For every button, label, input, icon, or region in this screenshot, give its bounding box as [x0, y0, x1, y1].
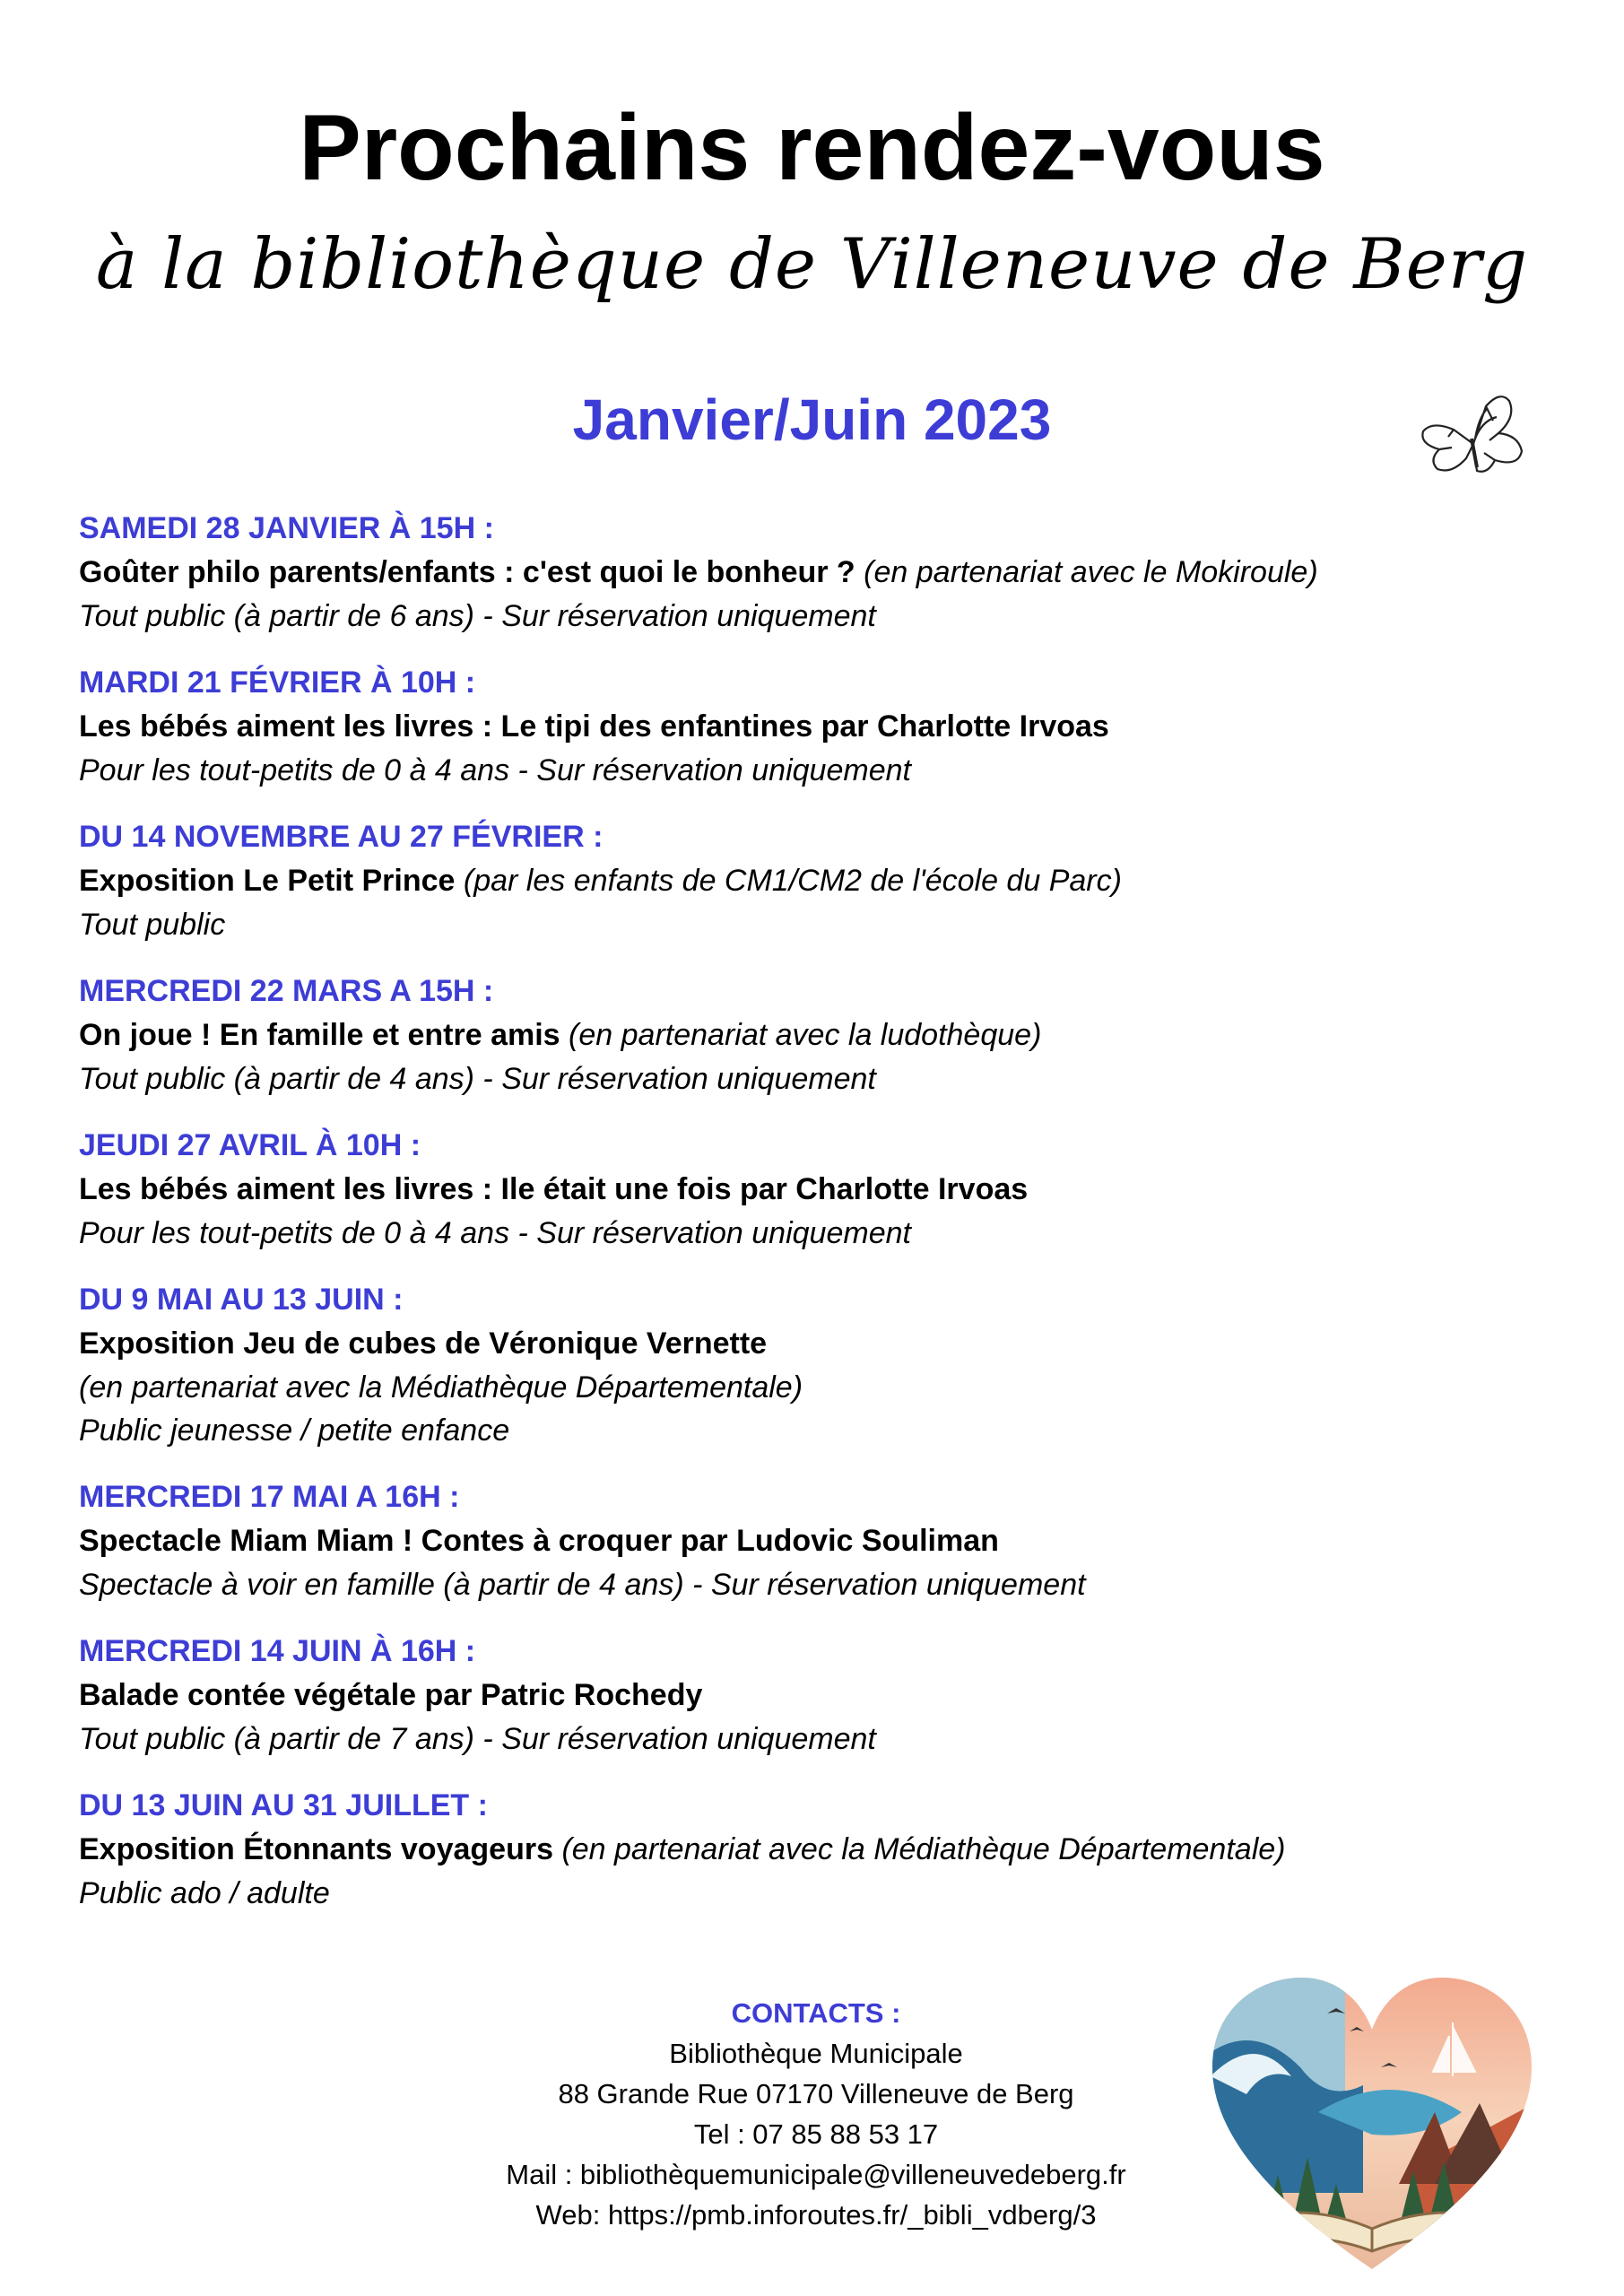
event-partner: (par les enfants de CM1/CM2 de l'école du Parc): [463, 864, 1122, 898]
list-item: [79, 815, 1568, 946]
event-date: DU 9 MAI AU 13 JUIN :: [79, 1283, 404, 1317]
contacts-block: [395, 1993, 1238, 2235]
event-date: JEUDI 27 AVRIL À 10H :: [79, 1128, 421, 1162]
period-heading: Janvier/Juin 2023: [572, 387, 1052, 452]
heart-book-illustration: [1193, 1960, 1551, 2283]
contacts-heading: CONTACTS :: [731, 1997, 901, 2029]
contact-address: 88 Grande Rue 07170 Villeneuve de Berg: [558, 2078, 1074, 2109]
event-audience: Pour les tout-petits de 0 à 4 ans - Sur réservation uniquement: [79, 1216, 911, 1250]
events-list: [79, 507, 1568, 1938]
event-audience: Public jeunesse / petite enfance: [79, 1413, 510, 1448]
list-item: [79, 970, 1568, 1100]
event-audience: Tout public (à partir de 6 ans) - Sur réservation uniquement: [79, 599, 876, 633]
event-date: MARDI 21 FÉVRIER À 10H :: [79, 665, 476, 700]
event-audience: Public ado / adulte: [79, 1876, 330, 1910]
list-item: [79, 1124, 1568, 1255]
contact-website[interactable]: Web: https://pmb.inforoutes.fr/_bibli_vdberg/3: [535, 2199, 1097, 2231]
event-date: DU 14 NOVEMBRE AU 27 FÉVRIER :: [79, 820, 604, 854]
event-title: On joue ! En famille et entre amis: [79, 1018, 560, 1052]
event-date: MERCREDI 14 JUIN À 16H :: [79, 1634, 476, 1668]
event-title: Exposition Étonnants voyageurs: [79, 1832, 553, 1866]
event-title: Les bébés aiment les livres : Le tipi des enfantines par Charlotte Irvoas: [79, 709, 1109, 744]
event-partner: (en partenariat avec le Mokiroule): [864, 555, 1318, 589]
contact-name: Bibliothèque Municipale: [669, 2038, 963, 2069]
butterfly-icon: [1412, 381, 1538, 507]
event-date: MERCREDI 22 MARS A 15H :: [79, 974, 494, 1008]
list-item: [79, 661, 1568, 792]
list-item: [79, 1630, 1568, 1761]
event-title: Exposition Le Petit Prince: [79, 864, 456, 898]
event-title: Les bébés aiment les livres : Ile était une fois par Charlotte Irvoas: [79, 1172, 1029, 1206]
event-audience: Pour les tout-petits de 0 à 4 ans - Sur réservation uniquement: [79, 753, 911, 787]
event-date: MERCREDI 17 MAI A 16H :: [79, 1480, 460, 1514]
event-title: Exposition Jeu de cubes de Véronique Vernette: [79, 1326, 768, 1361]
event-audience: Tout public: [79, 908, 226, 942]
event-partner: (en partenariat avec la ludothèque): [569, 1018, 1042, 1052]
event-title: Spectacle Miam Miam ! Contes à croquer par Ludovic Souliman: [79, 1524, 999, 1558]
contact-email[interactable]: Mail : bibliothèquemunicipale@villeneuvedeberg.fr: [506, 2159, 1126, 2190]
event-audience: Tout public (à partir de 4 ans) - Sur réservation uniquement: [79, 1062, 876, 1096]
event-date: SAMEDI 28 JANVIER À 15H :: [79, 511, 494, 545]
list-item: [79, 1475, 1568, 1606]
event-audience: Tout public (à partir de 7 ans) - Sur réservation uniquement: [79, 1722, 876, 1756]
list-item: [79, 1278, 1568, 1452]
page-subtitle: à la bibliothèque de Villeneuve de Berg: [95, 224, 1529, 305]
page-title: Prochains rendez-vous: [299, 96, 1325, 200]
event-title: Balade contée végétale par Patric Rochedy: [79, 1678, 703, 1712]
event-partner: (en partenariat avec la Médiathèque Départementale): [561, 1832, 1286, 1866]
list-item: [79, 1784, 1568, 1915]
event-title: Goûter philo parents/enfants : c'est quoi le bonheur ?: [79, 555, 855, 589]
event-audience: Spectacle à voir en famille (à partir de 4 ans) - Sur réservation uniquement: [79, 1568, 1086, 1602]
event-partner: (en partenariat avec la Médiathèque Départementale): [79, 1370, 803, 1405]
contact-phone: Tel : 07 85 88 53 17: [693, 2118, 939, 2150]
list-item: [79, 507, 1568, 638]
event-date: DU 13 JUIN AU 31 JUILLET :: [79, 1788, 488, 1822]
